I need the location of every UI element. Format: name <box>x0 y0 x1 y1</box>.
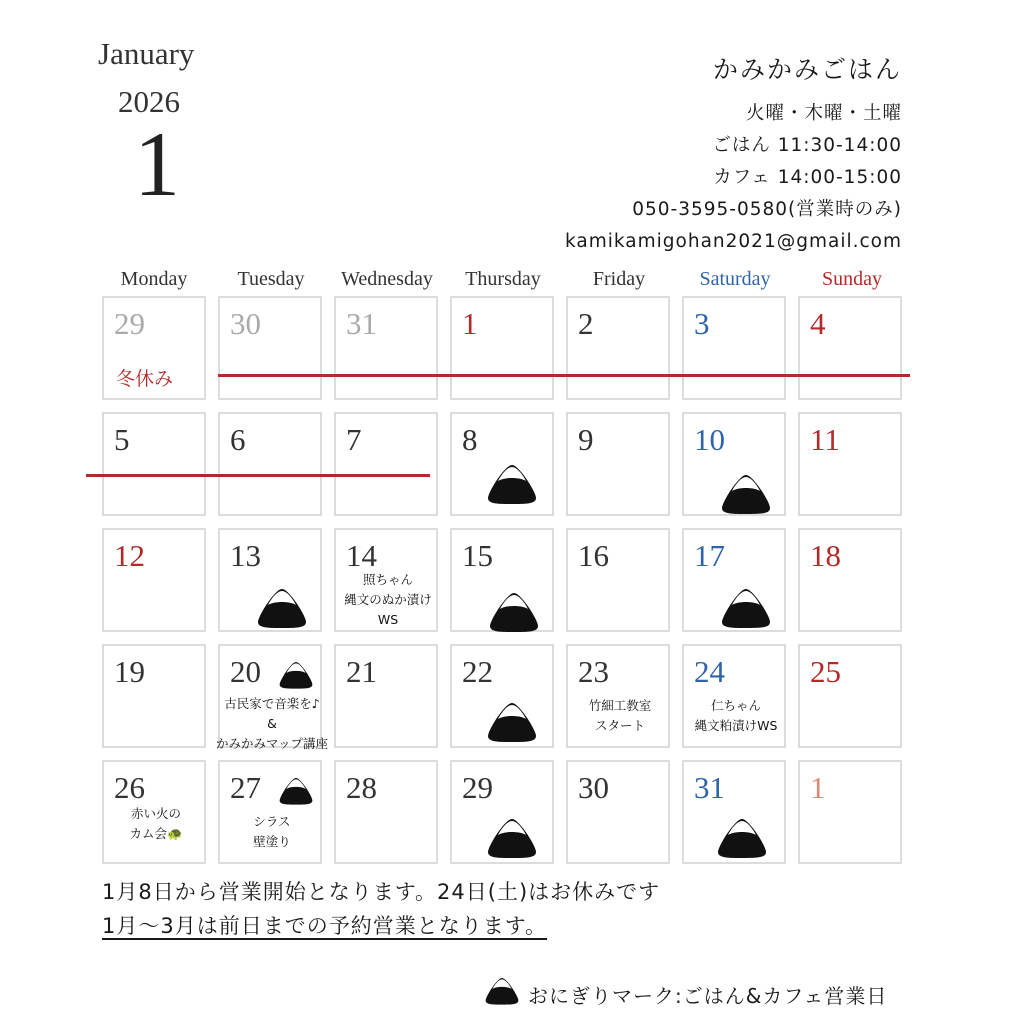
day-cell <box>566 760 670 864</box>
day-number: 11 <box>810 422 840 457</box>
shop-name: かみかみごはん <box>712 55 902 84</box>
legend-text: おにぎりマーク:ごはん&カフェ営業日 <box>528 984 888 1008</box>
day-number: 4 <box>810 306 826 341</box>
day-number: 31 <box>694 770 725 805</box>
day-cell <box>682 528 786 632</box>
day-cell <box>450 296 554 400</box>
onigiri-icon <box>484 976 520 1006</box>
day-cell <box>334 528 438 632</box>
event-note: 仁ちゃん 縄文粕漬けWS <box>694 698 778 733</box>
onigiri-icon <box>278 776 314 806</box>
weekday-saturday: Saturday <box>699 268 771 290</box>
onigiri-icon <box>486 462 538 506</box>
day-cell <box>102 528 206 632</box>
onigiri-icon <box>720 586 772 630</box>
day-cell <box>798 296 902 400</box>
day-number: 13 <box>230 538 261 573</box>
gohan-hours: ごはん 11:30-14:00 <box>712 135 902 156</box>
day-number: 30 <box>230 306 261 341</box>
weekday-thursday: Thursday <box>465 268 541 290</box>
day-cell <box>334 760 438 864</box>
event-note: 赤い火の カム会🐢 <box>129 806 183 841</box>
day-cell <box>218 760 322 864</box>
onigiri-icon <box>256 586 308 630</box>
day-cell <box>682 296 786 400</box>
day-cell <box>102 644 206 748</box>
day-number: 21 <box>346 654 377 689</box>
day-number: 10 <box>694 422 725 457</box>
onigiri-icon <box>278 660 314 690</box>
day-number: 27 <box>230 770 261 805</box>
weekday-wednesday: Wednesday <box>341 268 433 290</box>
open-days: 火曜・木曜・土曜 <box>745 103 902 124</box>
weekday-tuesday: Tuesday <box>237 268 305 290</box>
weekday-monday: Monday <box>120 268 188 290</box>
day-cell <box>218 412 322 516</box>
day-number: 1 <box>810 770 826 805</box>
day-number: 20 <box>230 654 261 689</box>
day-number: 9 <box>578 422 594 457</box>
day-cell <box>450 412 554 516</box>
day-number: 28 <box>346 770 377 805</box>
day-number: 22 <box>462 654 493 689</box>
weekday-friday: Friday <box>592 268 646 290</box>
notice-opening: 1月8日から営業開始となります。24日(土)はお休みです <box>102 880 661 904</box>
email: kamikamigohan2021@gmail.com <box>565 231 902 252</box>
day-number: 2 <box>578 306 594 341</box>
day-cell <box>798 528 902 632</box>
day-cell <box>450 760 554 864</box>
day-cell <box>798 412 902 516</box>
day-number: 31 <box>346 306 377 341</box>
day-number: 24 <box>694 654 725 689</box>
day-number: 18 <box>810 538 841 573</box>
onigiri-icon <box>486 816 538 860</box>
year: 2026 <box>118 84 180 119</box>
day-number: 6 <box>230 422 246 457</box>
onigiri-icon <box>488 590 540 634</box>
day-number: 12 <box>114 538 145 573</box>
day-number: 29 <box>462 770 493 805</box>
day-cell <box>102 760 206 864</box>
day-cell <box>334 296 438 400</box>
event-note: 竹細工教室 スタート <box>588 698 652 733</box>
day-number: 23 <box>578 654 609 689</box>
onigiri-icon <box>486 700 538 744</box>
day-number: 26 <box>114 770 145 805</box>
weekday-sunday: Sunday <box>822 268 882 290</box>
day-cell <box>450 528 554 632</box>
day-number: 25 <box>810 654 841 689</box>
day-number: 16 <box>578 538 609 573</box>
notice-reservation: 1月〜3月は前日までの予約営業となります。 <box>102 914 548 938</box>
day-number: 19 <box>114 654 145 689</box>
onigiri-icon <box>716 816 768 860</box>
day-cell <box>334 412 438 516</box>
month-number: 1 <box>134 113 180 215</box>
day-cell <box>798 760 902 864</box>
day-cell <box>334 644 438 748</box>
winter-break-label: 冬休み <box>116 368 174 390</box>
shop-info <box>565 50 902 258</box>
day-number: 3 <box>694 306 710 341</box>
day-number: 8 <box>462 422 478 457</box>
day-cell <box>566 644 670 748</box>
day-cell <box>450 644 554 748</box>
day-cell <box>566 296 670 400</box>
phone: 050-3595-0580(営業時のみ) <box>632 199 902 220</box>
day-cell <box>566 528 670 632</box>
day-number: 7 <box>346 422 362 457</box>
month-name: January <box>98 36 195 71</box>
day-cell <box>218 528 322 632</box>
winter-break-line <box>218 374 910 377</box>
day-cell <box>215 644 328 751</box>
day-cell <box>102 412 206 516</box>
day-cell <box>682 412 786 516</box>
winter-break-line-2 <box>86 474 430 477</box>
day-number: 15 <box>462 538 493 573</box>
event-note: 古民家で音楽を♪ & かみかみマップ講座 <box>215 696 328 751</box>
event-note: シラス 壁塗り <box>253 814 291 849</box>
cafe-hours: カフェ 14:00-15:00 <box>713 167 902 188</box>
day-number: 14 <box>346 538 377 573</box>
day-number: 5 <box>114 422 130 457</box>
day-cell <box>682 760 786 864</box>
onigiri-icon <box>720 472 772 516</box>
day-cell <box>218 296 322 400</box>
day-cell <box>566 412 670 516</box>
day-number: 29 <box>114 306 145 341</box>
day-cell <box>798 644 902 748</box>
day-number: 30 <box>578 770 609 805</box>
day-number: 1 <box>462 306 478 341</box>
event-note: 照ちゃん 縄文のぬか漬け WS <box>344 572 432 627</box>
day-number: 17 <box>694 538 725 573</box>
day-cell <box>682 644 786 748</box>
